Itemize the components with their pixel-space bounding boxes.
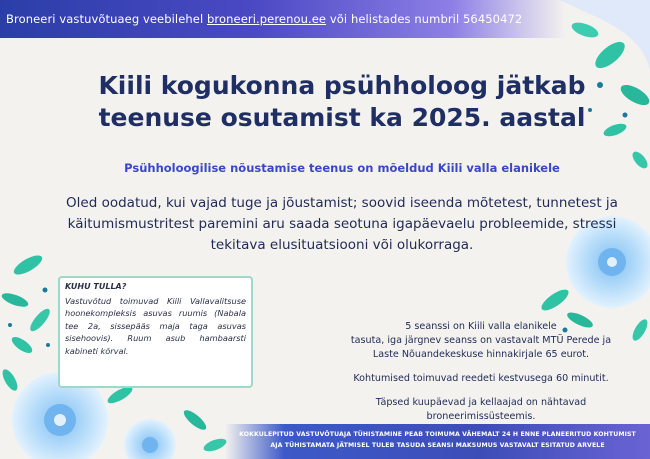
title-line-1: Kiili kogukonna psühholoog jätkab xyxy=(98,71,586,100)
intro-text: Oled oodatud, kui vajad tuge ja jõustamist; soovid iseenda mõtetest, tunnetest ja käitumismustritest paremini aru saada seotuna igapäevaelu probleemide, stressi tekitava elusituatsiooni või olukorraga. xyxy=(66,195,618,253)
session-details xyxy=(336,320,626,424)
details-line-1: 5 seanssi on Kiili valla elanikele xyxy=(405,321,557,332)
page-title xyxy=(82,70,602,134)
booking-text-before: Broneeri vastuvõtuaeg veebilehel xyxy=(6,12,208,26)
booking-link[interactable]: broneeri.perenou.ee xyxy=(207,12,327,26)
location-body: Vastuvõtud toimuvad Kiili Vallavalitsuse hoonekompleksis asuvas ruumis (Nabala tee 2a, sissepääs maja taga asuvas sisehoovis). Ruum asub hambaarsti kabineti kõrval. xyxy=(65,295,246,356)
notice-line-1: KOKKULEPITUD VASTUVÕTUAJA TÜHISTAMINE PEAB TOIMUMA VÄHEMALT 24 H ENNE PLANEERITUD KOHTUMIST xyxy=(239,431,636,438)
location-heading: KUHU TULLA? xyxy=(65,282,127,291)
location-box xyxy=(58,276,253,388)
details-line-5: Täpsed kuupäevad ja kellaajad on nähtavad broneerimissüsteemis. xyxy=(375,397,587,422)
title-line-2: teenuse osutamist ka 2025. aastal xyxy=(98,103,586,132)
subtitle: Psühholoogilise nõustamise teenus on mõeldud Kiili valla elanikele xyxy=(124,161,560,175)
leaves-left xyxy=(0,252,53,356)
booking-banner xyxy=(0,0,566,38)
details-line-3: Laste Nõuandekeskuse hinnakirjale 65 eurot. xyxy=(372,349,590,360)
details-line-2: tasuta, iga järgnev seanss on vastavalt MTÜ Perede ja xyxy=(350,335,612,346)
notice-line-2: AJA TÜHISTAMATA JÄTMISEL TULEB TASUDA SEANSI MAKSUMUS VASTAVALT ESITATUD ARVELE xyxy=(270,442,605,449)
details-line-4: Kohtumised toimuvad reedeti kestvusega 60 minutit. xyxy=(353,373,609,384)
booking-text-after: või helistades numbril 56450472 xyxy=(326,12,523,26)
cancellation-notice xyxy=(225,424,650,459)
